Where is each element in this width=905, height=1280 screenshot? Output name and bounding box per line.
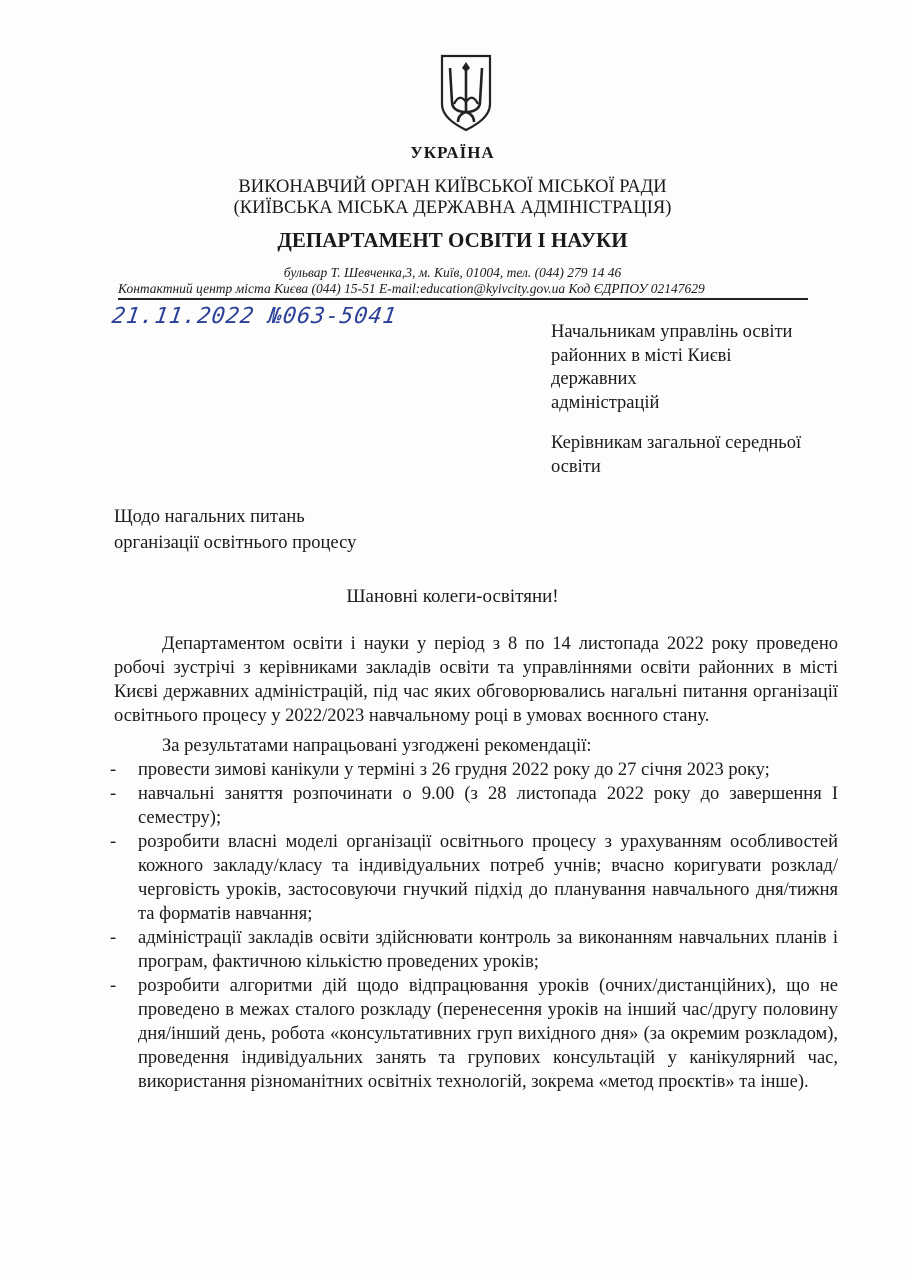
bullet-dash: - <box>110 784 117 804</box>
list-item-text: провести зимові канікули у терміні з 26 грудня 2022 року до 27 січня 2023 року; <box>138 760 770 780</box>
list-item <box>110 926 838 974</box>
address-line: бульвар Т. Шевченка,3, м. Київ, 01004, тел. (044) 279 14 46 <box>283 265 622 280</box>
recommendations-list <box>110 758 838 1094</box>
contact-line: Контактний центр міста Києва (044) 15-51 E-mail:education@kyivcity.gov.ua Код ЄДРПОУ 02147629 <box>118 281 808 300</box>
bullet-dash: - <box>110 976 117 996</box>
list-item <box>110 830 838 926</box>
paragraph: За результатами напрацьовані узгоджені рекомендації: <box>162 736 592 756</box>
addressee-line: освіти <box>551 456 601 477</box>
list-item-text: адміністрації закладів освіти здійснювати контроль за виконанням навчальних планів і програм, фактичною кількістю проведених уроків; <box>138 928 838 972</box>
coat-of-arms-icon <box>436 52 496 132</box>
addressee-line: державних <box>551 369 637 389</box>
country-name: УКРАЇНА <box>410 143 495 162</box>
subject-line: організації освітнього процесу <box>114 533 357 553</box>
department-name: ДЕПАРТАМЕНТ ОСВІТИ І НАУКИ <box>277 228 628 252</box>
addressee-block-1 <box>551 321 851 415</box>
bullet-dash: - <box>110 760 117 780</box>
list-item <box>110 758 838 782</box>
list-item <box>110 974 838 1094</box>
addressee-line: Керівникам загальної середньої <box>551 433 802 453</box>
addressee-block-2 <box>551 432 851 479</box>
greeting: Шановні колеги-освітяни! <box>346 586 559 607</box>
paragraph: Департаментом освіти і науки у період з 8 по 14 листопада 2022 року проведено робочі зустрічі з керівниками закладів освіти та управліннями освіти районних в місті Києві державних адміністрацій, під час яких обговорювались нагальні питання організації освітнього процесу у 2022/2023 навчальному році в умовах воєнного стану. <box>114 634 838 726</box>
organization-line-1: ВИКОНАВЧИЙ ОРГАН КИЇВСЬКОЇ МІСЬКОЇ РАДИ <box>238 177 667 197</box>
list-item-text: розробити алгоритми дій щодо відпрацювання уроків (очних/дистанційних), що не проведено в межах сталого розкладу (перенесення уроків на інший час/другу половину дня/інший день, робота «консультативних груп вихідного дня» (за окремим розкладом), проведення індивідуальних занять та групових консультацій у канікулярний час, використання різноманітних освітніх технологій, зокрема «метод проєктів» та інше). <box>138 976 838 1092</box>
addressee-line: районних в місті Києві <box>551 345 732 366</box>
addressee-line: Начальникам управлінь освіти <box>551 322 793 342</box>
bullet-dash: - <box>110 928 117 948</box>
addressee-line: адміністрацій <box>551 392 660 413</box>
list-item-text: навчальні заняття розпочинати о 9.00 (з 28 листопада 2022 року до завершення І семестру); <box>138 784 838 828</box>
letter-body <box>110 632 838 1094</box>
bullet-dash: - <box>110 832 117 852</box>
list-item <box>110 782 838 830</box>
list-item-text: розробити власні моделі організації освітнього процесу з урахуванням особливостей кожного закладу/класу та індивідуальних потреб учнів; вчасно коригувати розклад/черговість уроків, застосовуючи гнучкий підхід до планування навчального дня/тижня та форматів навчання; <box>138 832 838 924</box>
registration-number: 21.11.2022 №063-5041 <box>110 304 399 329</box>
letter-subject <box>114 504 434 556</box>
subject-line: Щодо нагальних питань <box>114 507 305 527</box>
organization-line-2: (КИЇВСЬКА МІСЬКА ДЕРЖАВНА АДМІНІСТРАЦІЯ) <box>233 198 672 218</box>
